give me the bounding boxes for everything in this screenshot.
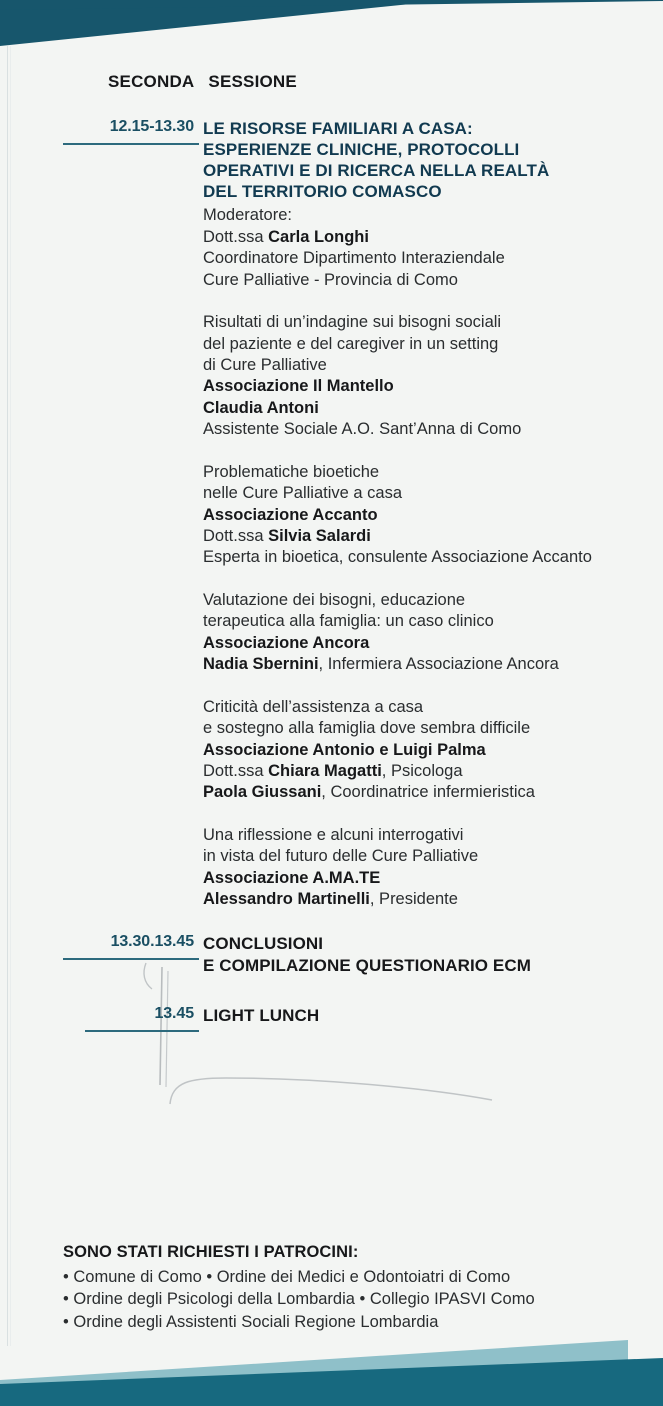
- time-cell: [0, 1005, 203, 1026]
- session-title-line: DEL TERRITORIO COMASCO: [203, 182, 442, 202]
- time-label: 13.30.13.45: [110, 932, 194, 950]
- row-body: [203, 933, 663, 977]
- handwritten-bracket-mark: [166, 1074, 496, 1108]
- moderator-prefix: Dott.ssa: [203, 227, 269, 246]
- talk-subject-line: nelle Cure Palliative a casa: [203, 484, 403, 503]
- time-label: 12.15-13.30: [109, 118, 194, 135]
- speaker-prefix: Dott.ssa: [203, 527, 269, 545]
- session-heading-part1: SECONDA: [108, 72, 195, 91]
- patrocini-item: • Comune di Como • Ordine dei Medici e Odontoiatri di Como: [63, 1268, 511, 1286]
- row-body: [203, 118, 663, 911]
- session-title-line: ESPERIENZE CLINICHE, PROTOCOLLI: [203, 140, 520, 160]
- conclusions-title-line: CONCLUSIONI: [203, 933, 324, 953]
- lunch-title: LIGHT LUNCH: [203, 1005, 320, 1025]
- talk-speaker: [203, 761, 649, 782]
- speaker-suffix: , Psicologa: [381, 761, 463, 780]
- time-underline: [63, 958, 199, 960]
- patrocini-block: [63, 1243, 653, 1333]
- speaker-suffix: , Coordinatrice infermieristica: [321, 783, 535, 802]
- row-body: [203, 1005, 663, 1027]
- talk-subject-line: Una riflessione e alcuni interrogativi: [203, 825, 464, 844]
- talk-association: Associazione Il Mantello: [203, 377, 394, 396]
- talk-speaker: [203, 526, 649, 547]
- talk-item: [203, 462, 649, 569]
- schedule-row-lunch: [0, 1005, 663, 1027]
- time-underline: [63, 143, 199, 145]
- talk-item: [203, 825, 649, 911]
- speaker-name: Paola Giussani: [203, 783, 322, 802]
- moderator-name-line: [203, 227, 649, 248]
- moderator-role-line: Cure Palliative - Provincia di Como: [203, 270, 458, 289]
- talk-association: Associazione Ancora: [203, 633, 370, 652]
- talk-speaker-role: Assistente Sociale A.O. Sant’Anna di Como: [203, 420, 522, 439]
- patrocini-item: • Ordine degli Assistenti Sociali Regione Lombardia: [63, 1312, 439, 1331]
- talk-subject-line: e sostegno alla famiglia dove sembra difficile: [203, 719, 531, 738]
- talk-subject-line: Problematiche bioetiche: [203, 462, 380, 481]
- patrocini-heading: SONO STATI RICHIESTI I PATROCINI:: [63, 1243, 359, 1261]
- speaker-suffix: , Infermiera Associazione Ancora: [318, 655, 559, 674]
- talk-speaker: [203, 398, 649, 419]
- talk-subject-line: Criticità dell’assistenza a casa: [203, 697, 424, 716]
- moderator-role-line: Coordinatore Dipartimento Interaziendale: [203, 249, 505, 268]
- time-label: 13.45: [154, 1004, 194, 1022]
- conclusions-title: [203, 933, 649, 977]
- moderator-block: [203, 205, 649, 291]
- talk-association: Associazione A.MA.TE: [203, 868, 381, 887]
- schedule-row-main: [0, 118, 663, 911]
- talk-item: [203, 697, 649, 804]
- talk-item: [203, 590, 649, 676]
- moderator-name: Carla Longhi: [268, 227, 369, 246]
- session-heading: [108, 72, 297, 92]
- speaker-name: Alessandro Martinelli: [203, 890, 370, 909]
- talk-subject-line: Valutazione dei bisogni, educazione: [203, 590, 466, 609]
- time-cell: [0, 118, 203, 139]
- talk-subject-line: di Cure Palliative: [203, 355, 327, 374]
- talk-association: Associazione Antonio e Luigi Palma: [203, 740, 486, 759]
- talk-speaker: [203, 782, 649, 803]
- moderator-label: Moderatore:: [203, 206, 292, 225]
- patrocini-item: • Ordine degli Psicologi della Lombardia • Collegio IPASVI Como: [63, 1290, 535, 1309]
- time-underline: [85, 1030, 199, 1032]
- talk-speaker: [203, 654, 649, 675]
- session-title-line: LE RISORSE FAMILIARI A CASA:: [203, 119, 473, 138]
- talk-speaker: [203, 889, 649, 910]
- speaker-prefix: Dott.ssa: [203, 761, 269, 780]
- session-heading-part2: SESSIONE: [208, 72, 297, 91]
- speaker-suffix: , Presidente: [369, 890, 458, 909]
- talk-speaker-role: Esperta in bioetica, consulente Associazione Accanto: [203, 548, 592, 567]
- speaker-name: Claudia Antoni: [203, 398, 319, 417]
- talk-item: [203, 312, 649, 441]
- speaker-name: Silvia Salardi: [268, 527, 371, 545]
- schedule-rows: [0, 118, 663, 1027]
- talk-subject-line: del paziente e del caregiver in un setting: [203, 334, 499, 353]
- session-title: [203, 118, 649, 202]
- speaker-name: Chiara Magatti: [268, 761, 382, 780]
- talk-subject-line: Risultati di un’indagine sui bisogni sociali: [203, 313, 502, 332]
- session-title-line: OPERATIVI E DI RICERCA NELLA REALTÀ: [203, 161, 550, 181]
- schedule-row-conclusions: [0, 933, 663, 977]
- time-cell: [0, 933, 203, 954]
- talk-subject-line: in vista del futuro delle Cure Palliative: [203, 847, 479, 866]
- speaker-name: Nadia Sbernini: [203, 655, 319, 674]
- talk-association: Associazione Accanto: [203, 505, 378, 524]
- talk-subject-line: terapeutica alla famiglia: un caso clinico: [203, 612, 494, 631]
- conclusions-title-line: E COMPILAZIONE QUESTIONARIO ECM: [203, 955, 532, 975]
